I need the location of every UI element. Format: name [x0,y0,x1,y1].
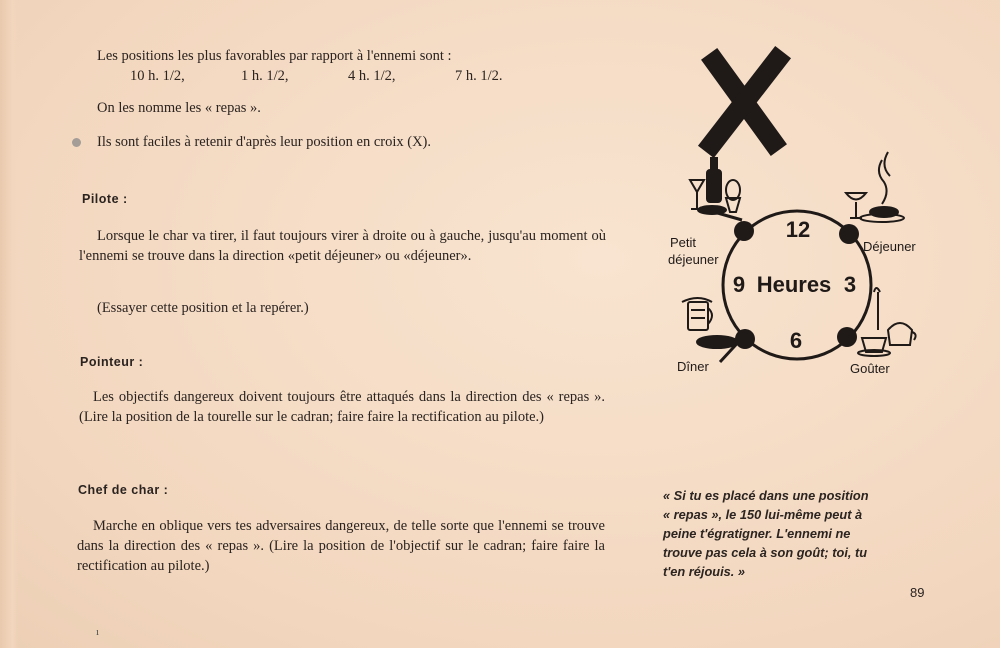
label-dejeuner: Déjeuner [863,239,916,254]
label-gouter: Goûter [850,361,890,376]
quote-line: « repas », le 150 lui-même peut à [663,507,863,522]
position-item: 7 h. 1/2. [455,68,503,84]
bullet-dot [72,138,81,147]
section-paragraph: Lorsque le char va tirer, il faut toujours virer à droite ou à gauche, jusqu'au moment où l'ennemi se trouve dans la direction «petit déjeuner» ou «déjeuner». [79,228,606,264]
intro-line: Les positions les plus favorables par rapport à l'ennemi sont : [97,48,452,64]
quote-line: trouve pas cela à son goût; toi, tu [663,545,868,560]
quote-line: « Si tu es placé dans une position [663,488,869,503]
lunch-icon [846,152,904,222]
section-heading-chef-de-char: Chef de char : [78,483,169,497]
section-paragraph: Marche en oblique vers tes adversaires dangereux, de telle sorte que l'ennemi se trouve dans la direction des « repas ». (Lire la position de l'objectif sur le cadran; faire faire la rectification au pilote.) [77,518,605,574]
page-fold-shadow [0,0,18,648]
clock-illustration [660,40,940,385]
teatime-icon [858,288,916,356]
position-item: 4 h. 1/2, [348,68,396,84]
label-diner: Dîner [677,359,709,374]
dinner-icon [682,298,744,362]
section-heading-pointeur: Pointeur : [80,355,144,369]
position-dot-430 [837,327,857,347]
intro-line: Ils sont faciles à retenir d'après leur position en croix (X). [97,134,431,150]
page-number: 89 [910,585,925,600]
position-dot-730 [735,329,755,349]
position-item: 1 h. 1/2, [241,68,289,84]
position-item: 10 h. 1/2, [130,68,185,84]
section-paragraph: Les objectifs dangereux doivent toujours être attaqués dans la direction des « repas ». (Lire la position de la tourelle sur le cadran; faire faire la rectification au pilote.) [79,389,605,425]
cross-x-icon [712,60,777,144]
quote-line: t'en réjouis. » [663,564,745,579]
section-paragraph: (Essayer cette position et la repérer.) [97,300,309,316]
clock-center-label: Heures [756,272,832,297]
clock-number-6: 6 [789,328,803,353]
section-heading-pilote: Pilote : [82,192,128,206]
position-dot-1030 [734,221,754,241]
clock-number-9: 9 [732,272,746,297]
quote-line: peine t'égratigner. L'ennemi ne [663,526,851,541]
breakfast-icon [690,158,742,220]
quote-block [663,486,925,581]
margin-mark: ı [96,626,100,638]
position-dot-130 [839,224,859,244]
clock-number-3: 3 [843,272,857,297]
label-petit-dejeuner: Petit déjeuner [668,235,719,267]
clock-number-12: 12 [785,217,811,242]
intro-line: On les nomme les « repas ». [97,100,261,116]
